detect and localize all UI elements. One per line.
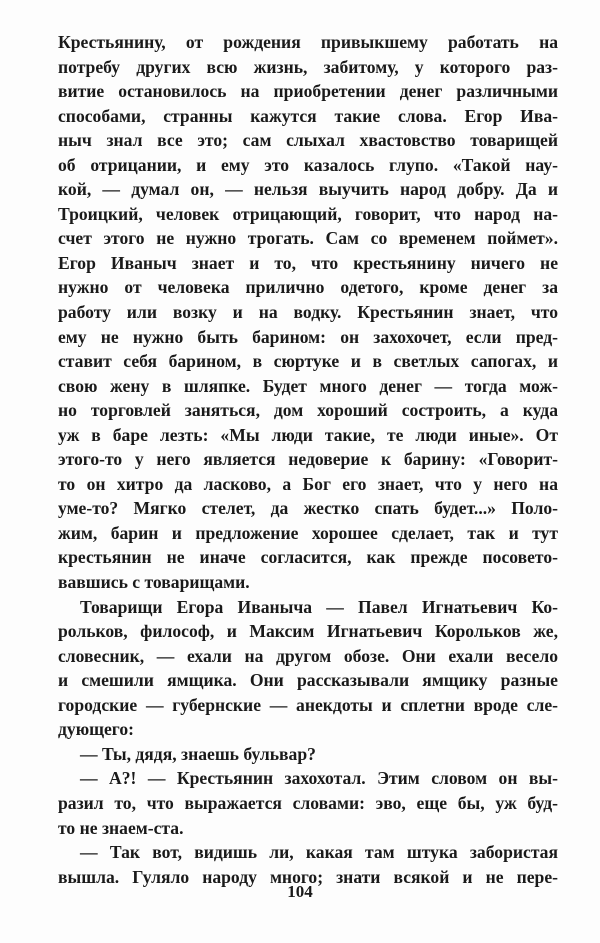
- text-line: Товарищи Егора Иваныча — Павел Игнатьевич Ко-: [80, 596, 558, 617]
- text-line: свою жену в шляпке. Будет много денег — тогда мож-: [58, 375, 558, 396]
- text-line: дующего:: [58, 719, 135, 740]
- text-line: Крестьянину, от рождения привыкшему работать на: [58, 32, 558, 52]
- text-line: уме-то? Мягко стелет, да жестко спать будет...» Поло-: [58, 498, 558, 519]
- text-line: ему не нужно быть барином: он захохочет, если пред-: [58, 326, 558, 347]
- text-line: об отрицании, и ему это казалось глупо. «Такой нау-: [58, 154, 558, 175]
- text-line: работу или возку и на водку. Крестьянин знает, что: [58, 302, 558, 323]
- text-line: рольков, философ, и Максим Игнатьевич Корольков же,: [58, 621, 558, 642]
- text-line: но торговлей заняться, дом хороший состроить, а куда: [58, 400, 558, 421]
- text-line: то он хитро да ласково, а Бог его знает, что у него на: [58, 473, 558, 494]
- text-line: то не знаем-ста.: [58, 817, 184, 838]
- text-line: вышла. Гуляло народу много; знати всякой и не пере-: [58, 866, 558, 887]
- text-line: — А?! — Крестьянин захохотал. Этим словом он вы-: [80, 768, 558, 789]
- text-line: кой, — думал он, — нельзя выучить народ добру. Да и: [58, 179, 558, 200]
- text-line: жим, барин и предложение хорошее сделает, так и тут: [58, 522, 558, 543]
- text-line: разил то, что выражается словами: эво, еще бы, уж буд-: [58, 792, 558, 813]
- page-number: 104: [287, 882, 313, 901]
- text-line: словесник, — ехали на другом обозе. Они ехали весело: [58, 645, 558, 666]
- text-line: городские — губернские — анекдоты и сплетни вроде сле-: [58, 694, 558, 715]
- text-line: потребу других всю жизнь, забитому, у которого раз-: [58, 56, 558, 77]
- text-line: уж в баре лезть: «Мы люди такие, те люди иные». От: [58, 424, 558, 445]
- text-line: Егор Иваныч знает и то, что крестьянину ничего не: [58, 252, 558, 273]
- body-text: [58, 30, 558, 889]
- text-line: ныч знал все это; сам слыхал хвастовство товарищей: [58, 130, 558, 151]
- text-line: крестьянин не иначе согласится, как прежде посовето-: [58, 547, 558, 568]
- text-line: вавшись с товарищами.: [58, 572, 250, 593]
- text-line: Троицкий, человек отрицающий, говорит, что народ на-: [58, 203, 558, 224]
- text-line: счет этого не нужно трогать. Сам со временем поймет».: [58, 228, 558, 249]
- text-line: нужно от человека прилично одетого, кроме денег за: [58, 277, 558, 298]
- text-line: этого-то у него является недоверие к барину: «Говорит-: [58, 449, 558, 470]
- text-line: — Так вот, видишь ли, какая там штука забористая: [80, 842, 558, 863]
- text-line: витие остановилось на приобретении денег различными: [58, 81, 558, 102]
- text-line: ставит себя барином, в сюртуке и в светлых сапогах, и: [58, 351, 558, 372]
- text-line: способами, странны кажутся такие слова. Егор Ива-: [58, 105, 558, 126]
- text-line: и смешили ямщика. Они рассказывали ямщику разные: [58, 670, 558, 691]
- text-line: — Ты, дядя, знаешь бульвар?: [80, 743, 316, 764]
